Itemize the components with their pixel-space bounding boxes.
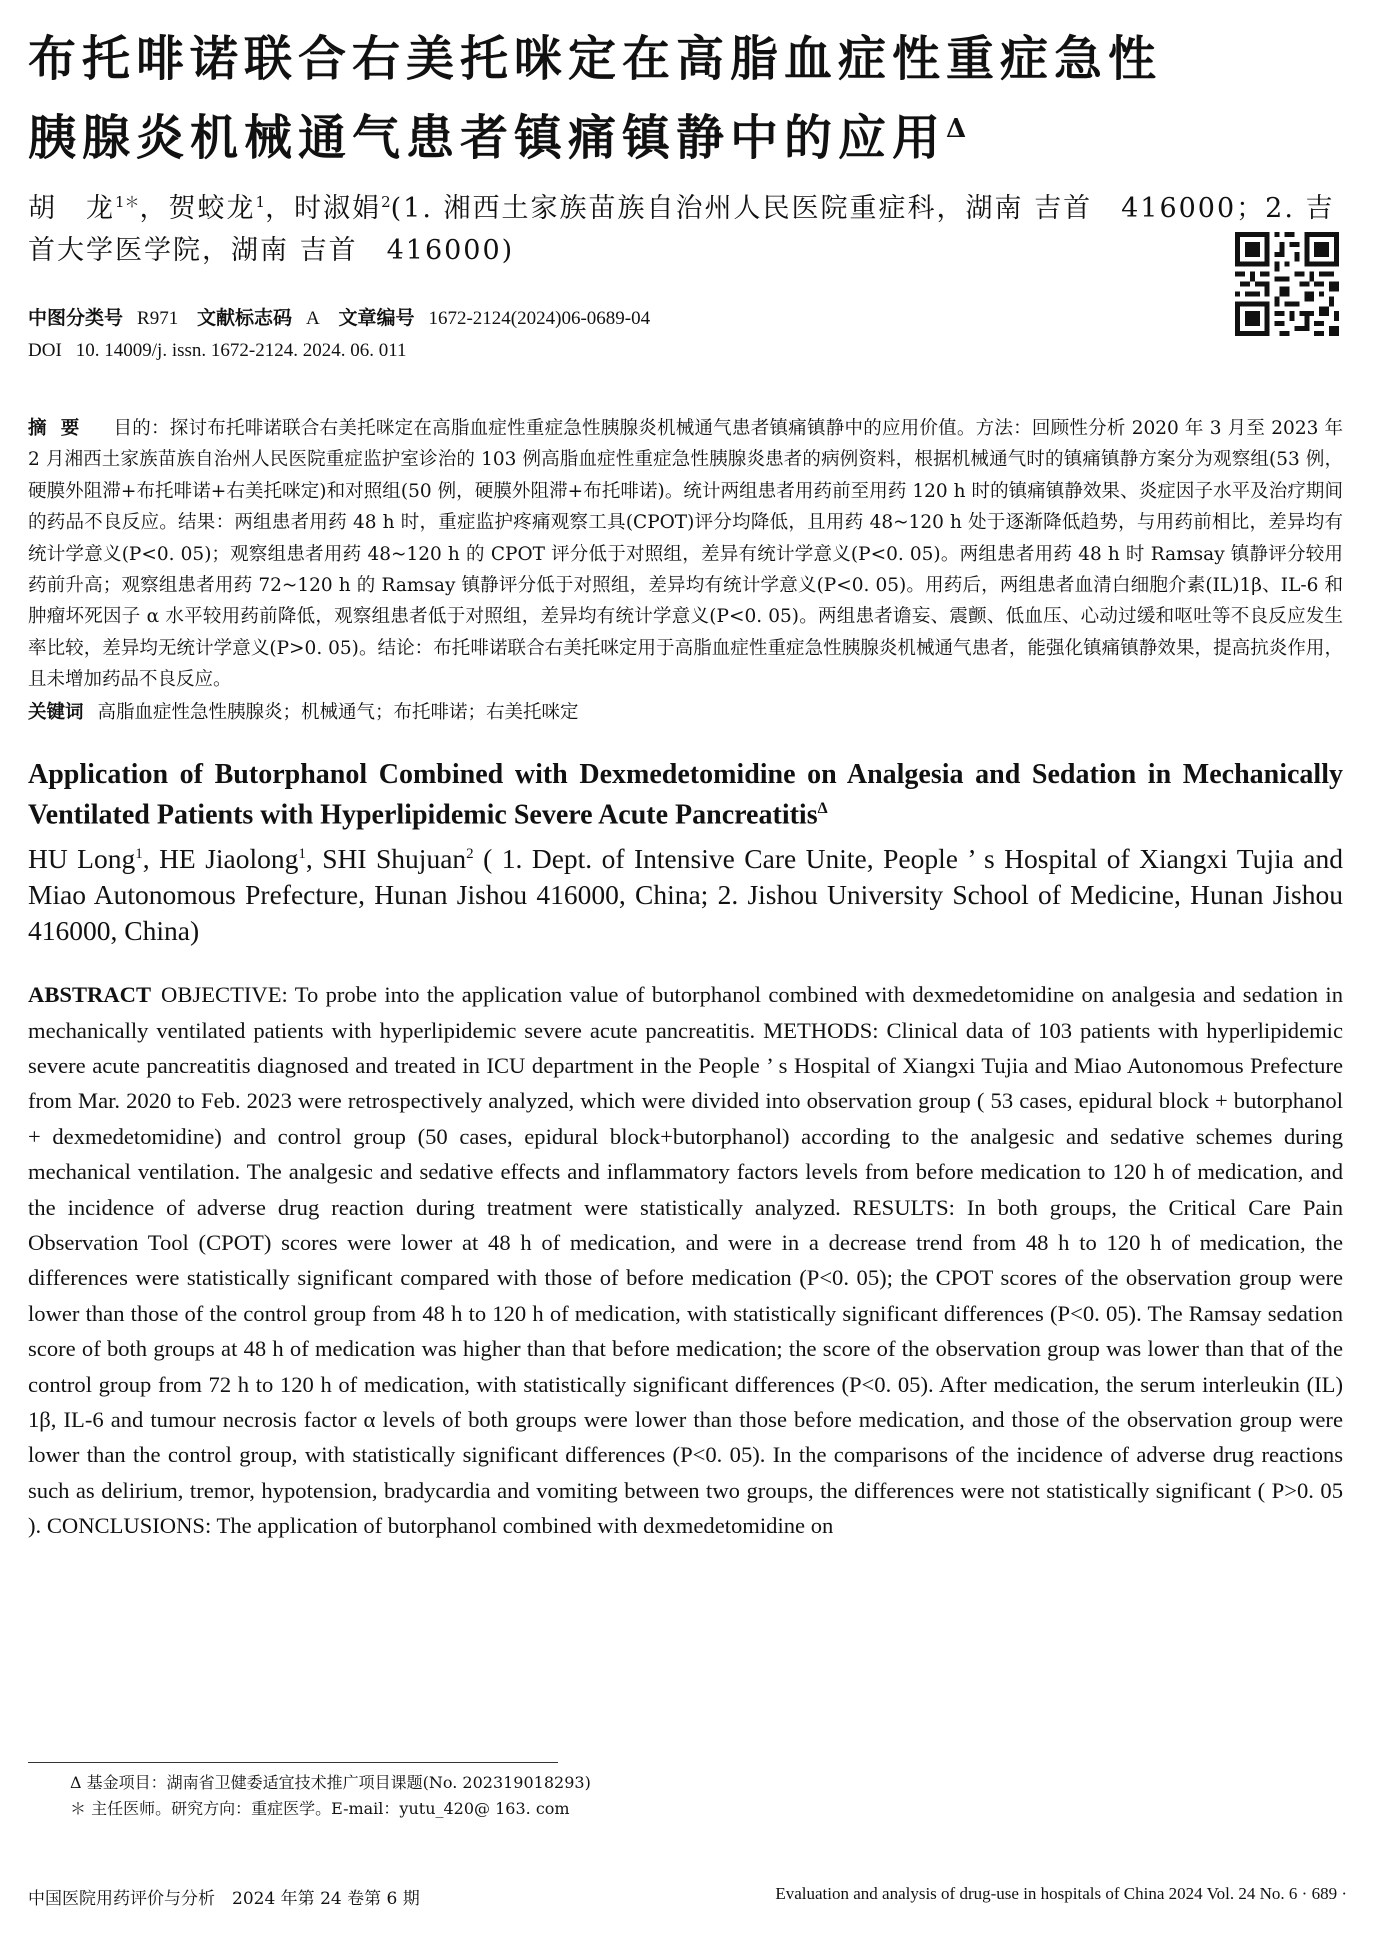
footer-journal-cn: 中国医院用药评价与分析 2024 年第 24 卷第 6 期 xyxy=(28,1889,420,1909)
article-number-label: 文章编号 xyxy=(338,307,415,329)
funding-footnote: Δ 基金项目：湖南省卫健委适宜技术推广项目课题(No. 202319018293) xyxy=(70,1773,591,1792)
page-footer xyxy=(28,1884,1347,1909)
clc-value: R971 xyxy=(137,308,179,329)
chinese-abstract-label: 摘要 xyxy=(28,418,94,439)
chinese-abstract xyxy=(28,413,1343,696)
clc-label: 中图分类号 xyxy=(28,307,124,329)
document-code-value: A xyxy=(305,308,320,329)
keywords-label: 关键词 xyxy=(28,701,84,723)
funding-marker: Δ xyxy=(946,114,967,144)
author-affil-sup: 1 xyxy=(255,193,266,211)
author-affil-sup: 1 xyxy=(135,845,143,862)
document-code-label: 文献标志码 xyxy=(196,307,292,329)
author-affil-sup: 1＊ xyxy=(115,193,140,211)
chinese-affiliation: (1. 湘西土家族苗族自治州人民医院重症科，湖南 吉首 416000；2. 吉首大学医学院，湖南 吉首 416000) xyxy=(28,193,1335,266)
doi-value: 10. 14009/j. issn. 1672-2124. 2024. 06. 011 xyxy=(75,340,407,361)
author-affil-sup: 2 xyxy=(466,845,474,862)
english-authors xyxy=(28,836,1343,949)
english-abstract-text: OBJECTIVE: To probe into the application value of butorphanol combined with dexmedetomidine on analgesia and sedation in mechanically ventilated patients with hyperlipidemic severe acute pancreatitis. METHODS: Clinical data of 103 patients with hyperlipidemic severe acute pancreatitis diagnosed and treated in ICU department in the People ’ s Hospital of Xiangxi Tujia and Miao Autonomous Prefecture from Mar. 2020 to Feb. 2023 were retrospectively analyzed, which were divided into observation group ( 53 cases, epidural block + butorphanol + dexmedetomidine) and control group (50 cases, epidural block+butorphanol) according to the analgesic and sedative schemes during mechanical ventilation. The analgesic and sedative effects and inflammatory factors levels from before medication to 120 h of medication, and the incidence of adverse drug reaction during treatment were statistically analyzed. RESULTS: In both groups, the Critical Care Pain Observation Tool (CPOT) scores were lower at 48 h of medication, and were in a decrease trend from 48 h to 120 h of medication, the differences were statistically significant compared with those of before medication (P<0. 05); the CPOT scores of the observation group were lower than those of the control group from 48 h to 120 h of medication, with statistically significant differences (P<0. 05). The Ramsay sedation score of both groups at 48 h of medication was higher than that before medication; the score of the observation group was lower than that of the control group from 72 h to 120 h of medication, with statistically significant differences (P<0. 05). After medication, the serum interleukin (IL) 1β, IL-6 and tumour necrosis factor α levels of both groups were lower than those before medication, and those of the observation group were lower than the control group, with statistically significant differences (P<0. 05). In the comparisons of the incidence of adverse drug reactions such as delirium, tremor, hypotension, bradycardia and vomiting between two groups, the differences were not statistically significant ( P>0. 05 ). CONCLUSIONS: The application of butorphanol combined with dexmedetomidine on xyxy=(28,982,1343,1539)
article-number-value: 1672-2124(2024)06-0689-04 xyxy=(428,308,651,329)
english-title-text: Application of Butorphanol Combined with Dexmedetomidine on Analgesia and Sedation in Mechanically Ventilated Patients with Hyperlipidemic Severe Acute Pancreatitis xyxy=(28,758,1343,830)
author-name: , SHI Shujuan xyxy=(305,843,467,875)
article-page xyxy=(28,24,1343,1544)
article-metadata xyxy=(28,302,1343,367)
author-name: HU Long xyxy=(28,843,136,875)
english-abstract-label: ABSTRACT xyxy=(28,982,152,1008)
author-name: ，贺蛟龙 xyxy=(139,193,256,224)
chinese-title-line-1: 布托啡诺联合右美托咪定在高脂血症性重症急性 xyxy=(28,31,1163,87)
english-affiliation: ( 1. Dept. of Intensive Care Unite, People ’ s Hospital of Xiangxi Tujia and Miao Autonomous Prefecture, Hunan Jishou 416000, China; 2. Jishou University School of Medicine, Hunan Jishou 416000, China) xyxy=(28,843,1343,947)
doi-label: DOI xyxy=(28,340,62,361)
chinese-abstract-text: 目的：探讨布托啡诺联合右美托咪定在高脂血症性重症急性胰腺炎机械通气患者镇痛镇静中的应用价值。方法：回顾性分析 2020 年 3 月至 2023 年 2 月湘西土家族苗族自治州人民医院重症监护室诊治的 103 例高脂血症性重症急性胰腺炎患者的病例资料，根据机械通气时的镇痛镇静方案分为观察组(53 例，硬膜外阻滞+布托啡诺+右美托咪定)和对照组(50 例，硬膜外阻滞+布托啡诺)。统计两组患者用药前至用药 120 h 时的镇痛镇静效果、炎症因子水平及治疗期间的药品不良反应。结果：两组患者用药 48 h 时，重症监护疼痛观察工具(CPOT)评分均降低，且用药 48~120 h 处于逐渐降低趋势，与用药前相比，差异均有统计学意义(P<0. 05)；观察组患者用药 48~120 h 的 CPOT 评分低于对照组，差异有统计学意义(P<0. 05)。两组患者用药 48 h 时 Ramsay 镇静评分较用药前升高；观察组患者用药 72~120 h 的 Ramsay 镇静评分低于对照组，差异均有统计学意义(P<0. 05)。用药后，两组患者血清白细胞介素(IL)1β、IL-6 和肿瘤坏死因子 α 水平较用药前降低，观察组患者低于对照组，差异均有统计学意义(P<0. 05)。两组患者谵妄、震颤、低血压、心动过缓和呕吐等不良反应发生率比较，差异均无统计学意义(P>0. 05)。结论：布托啡诺联合右美托咪定用于高脂血症性重症急性胰腺炎机械通气患者，能强化镇痛镇静效果，提高抗炎作用，且未增加药品不良反应。 xyxy=(28,418,1343,691)
english-funding-marker: Δ xyxy=(817,799,828,817)
qr-code-icon[interactable] xyxy=(1235,232,1339,336)
author-affil-sup: 2 xyxy=(381,193,391,211)
keywords-text: 高脂血症性急性胰腺炎；机械通气；布托啡诺；右美托咪定 xyxy=(97,701,579,723)
author-name: , HE Jiaolong xyxy=(142,843,299,875)
author-name: ，时淑娟 xyxy=(265,193,382,224)
footer-journal-en: Evaluation and analysis of drug-use in hospitals of China 2024 Vol. 24 No. 6 · 689 · xyxy=(775,1884,1347,1903)
doi-row xyxy=(28,335,1343,367)
classification-row xyxy=(28,302,1343,335)
english-abstract xyxy=(28,977,1343,1544)
author-footnote: ＊ 主任医师。研究方向：重症医学。E-mail：yutu_420@ 163. com xyxy=(70,1799,570,1818)
footnotes xyxy=(70,1770,591,1822)
english-title xyxy=(28,758,1343,832)
chinese-keywords xyxy=(28,696,1343,730)
chinese-title xyxy=(28,24,1343,173)
chinese-title-line-2: 胰腺炎机械通气患者镇痛镇静中的应用 xyxy=(28,110,947,166)
author-affil-sup: 1 xyxy=(298,845,306,862)
author-name: 胡 龙 xyxy=(28,193,115,224)
chinese-authors xyxy=(28,181,1343,272)
footnote-divider xyxy=(28,1762,558,1763)
